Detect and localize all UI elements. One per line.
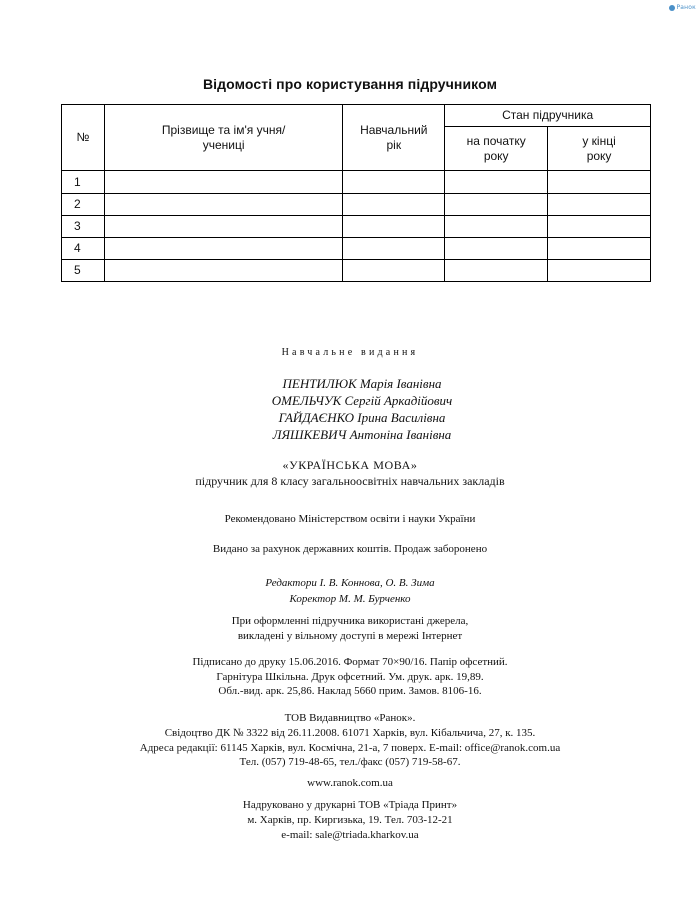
header-school-year: Навчальний рік xyxy=(343,105,445,171)
edition-type: Навчальне видання xyxy=(281,347,419,358)
cell-school-year xyxy=(343,193,445,215)
cell-state-end xyxy=(548,259,651,281)
header-number: № xyxy=(62,105,105,171)
cell-student-name xyxy=(104,215,342,237)
header-textbook-state: Стан підручника xyxy=(445,105,651,127)
cell-state-start xyxy=(445,171,548,193)
ministry-recommendation: Рекомендовано Міністерством освіти і науки України xyxy=(224,513,476,525)
print-specs: Гарнітура Шкільна. Друк офсетний. Ум. друк. арк. 19,89. xyxy=(216,671,484,683)
publisher-info: Тел. (057) 719-48-65, тел./факс (057) 719-58-67. xyxy=(239,756,461,768)
row-number: 5 xyxy=(62,259,105,281)
printer-info: м. Харків, пр. Киргизька, 19. Тел. 703-12-21 xyxy=(247,814,453,826)
cell-student-name xyxy=(104,259,342,281)
author-name: ОМЕЛЬЧУК Сергій Аркадійович xyxy=(271,393,453,408)
printer-info: e-mail: sale@triada.kharkov.ua xyxy=(281,829,419,841)
corrector-line: Коректор М. М. Бурченко xyxy=(289,593,411,605)
author-name: ЛЯШКЕВИЧ Антоніна Іванівна xyxy=(272,427,452,442)
cell-school-year xyxy=(343,259,445,281)
editors-line: Редактори І. В. Коннова, О. В. Зима xyxy=(265,577,435,589)
row-number: 2 xyxy=(62,193,105,215)
row-number: 4 xyxy=(62,237,105,259)
publisher-website: www.ranok.com.ua xyxy=(307,777,393,789)
row-number: 3 xyxy=(62,215,105,237)
sources-note: При оформленні підручника використані джерела, xyxy=(231,615,469,627)
corner-logo-text: Ранок xyxy=(676,4,696,11)
cell-state-end xyxy=(548,193,651,215)
table-title: Відомості про користування підручником xyxy=(202,76,498,92)
table-row xyxy=(62,237,651,259)
book-subtitle: підручник для 8 класу загальноосвітніх навчальних закладів xyxy=(195,474,505,488)
cell-state-start xyxy=(445,237,548,259)
book-title: «УКРАЇНСЬКА МОВА» xyxy=(282,458,418,472)
publisher-corner-logo xyxy=(669,4,696,11)
cell-student-name xyxy=(104,237,342,259)
printer-info: Надруковано у друкарні ТОВ «Тріада Принт» xyxy=(242,799,458,811)
publisher-info: Адреса редакції: 61145 Харків, вул. Космічна, 21-а, 7 поверх. E-mail: office@ranok.com.ua xyxy=(139,742,561,754)
cell-state-end xyxy=(548,215,651,237)
row-number: 1 xyxy=(62,171,105,193)
publisher-info: Свідоцтво ДК № 3322 від 26.11.2008. 61071 Харків, вул. Кібальчича, 27, к. 135. xyxy=(164,727,536,739)
cell-school-year xyxy=(343,215,445,237)
cell-school-year xyxy=(343,237,445,259)
cell-student-name xyxy=(104,193,342,215)
header-state-end: у кінці року xyxy=(548,127,651,171)
table-row xyxy=(62,193,651,215)
author-name: ПЕНТИЛЮК Марія Іванівна xyxy=(282,376,442,391)
print-specs: Обл.-вид. арк. 25,86. Наклад 5660 прим. Замов. 8106-16. xyxy=(218,685,482,697)
print-specs: Підписано до друку 15.06.2016. Формат 70×90/16. Папір офсетний. xyxy=(192,656,508,668)
cell-state-start xyxy=(445,259,548,281)
table-row xyxy=(62,171,651,193)
author-name: ГАЙДАЄНКО Ірина Василівна xyxy=(278,410,446,425)
publisher-info: ТОВ Видавництво «Ранок». xyxy=(284,712,416,724)
cell-state-start xyxy=(445,193,548,215)
sources-note: викладені у вільному доступі в мережі Інтернет xyxy=(237,630,463,642)
funding-note: Видано за рахунок державних коштів. Продаж заборонено xyxy=(212,543,488,555)
cell-state-end xyxy=(548,237,651,259)
header-state-start: на початку року xyxy=(445,127,548,171)
table-row xyxy=(62,215,651,237)
cell-student-name xyxy=(104,171,342,193)
logo-icon xyxy=(669,5,675,11)
textbook-usage-table xyxy=(61,104,651,282)
header-student-name: Прізвище та ім'я учня/учениці xyxy=(104,105,342,171)
cell-state-start xyxy=(445,215,548,237)
cell-state-end xyxy=(548,171,651,193)
table-row xyxy=(62,259,651,281)
cell-school-year xyxy=(343,171,445,193)
